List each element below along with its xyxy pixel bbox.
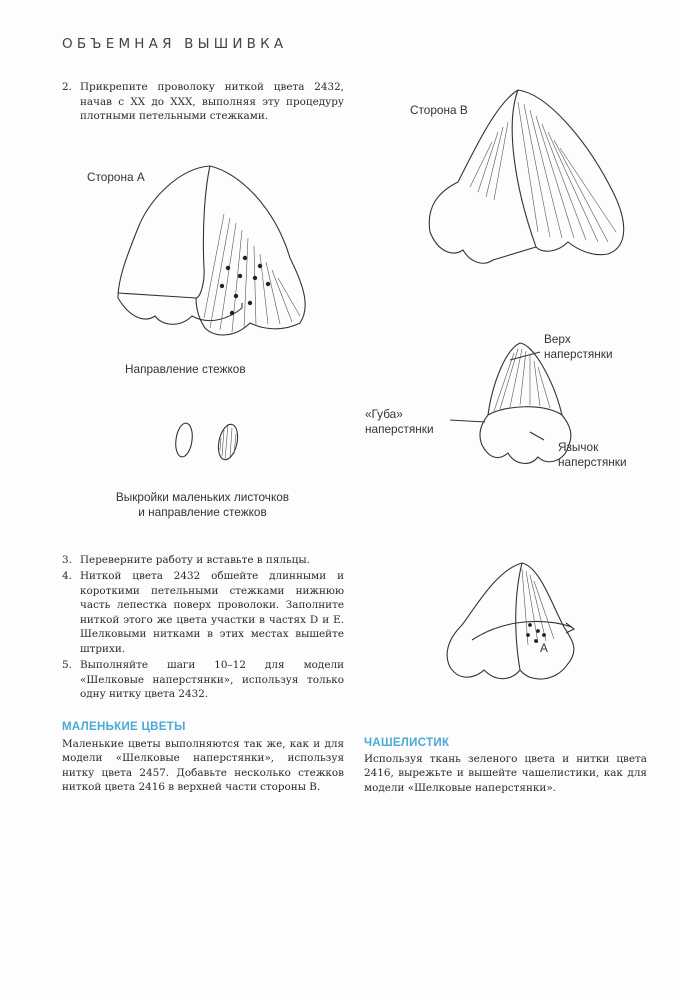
leaves-label-line2: и направление стежков [138, 505, 267, 519]
step-text: Ниткой цвета 2432 обшейте длинными и короткими петельными стежками нижнюю часть лепестка поверх проволоки. Заполните ниткой этого же цвета участки в частях D и E. Шелковыми нитками в этих местах вышейте штрихи. [80, 570, 344, 655]
letter-a-label: A [540, 641, 548, 655]
step-number: 3. [62, 554, 72, 566]
small-flowers-text: Маленькие цветы выполняются так же, как и для модели «Шелковые наперстянки», используя нитку цвета 2457. Добавьте несколько стежков ниткой цвета 2416 в верхней части стороны В. [62, 738, 344, 793]
step-number: 5. [62, 659, 72, 671]
thimble-lip-line2: наперстянки [365, 422, 434, 436]
stitch-direction-label: Направление стежков [125, 362, 246, 376]
step-text: Прикрепите проволоку ниткой цвета 2432, начав с XX до XXX, выполняя эту процедуру плотными петельными стежками. [80, 81, 344, 122]
step-number: 2. [62, 81, 72, 93]
step-number: 4. [62, 570, 72, 582]
step-2 [62, 80, 344, 124]
sepal-text: Используя ткань зеленого цвета и нитки цвета 2416, вырежьте и вышейте чашелистики, как для модели «Шелковые наперстянки». [364, 753, 647, 794]
step-text: Переверните работу и вставьте в пяльцы. [80, 554, 310, 566]
step-3 [62, 553, 344, 568]
thimble-lip-label [365, 407, 434, 437]
petal-side-a-illustration [110, 158, 330, 348]
thimble-tongue-label [558, 440, 627, 470]
leaves-label [90, 490, 315, 520]
thimble-top-line1: Верх [544, 332, 571, 346]
step-text: Выполняйте шаги 10–12 для модели «Шелковые наперстянки», используя только одну нитку цвета 2432. [80, 659, 344, 700]
running-header: ОБЪЕМНАЯ ВЫШИВКА [62, 36, 288, 52]
leaves-label-line1: Выкройки маленьких листочков [115, 490, 290, 504]
thimble-tongue-line2: наперстянки [558, 455, 627, 469]
petal-side-a-small-illustration [442, 555, 592, 695]
small-leaves-illustration [170, 418, 250, 468]
thimble-leader-lines [450, 340, 560, 450]
side-a-label: Сторона А [87, 170, 145, 184]
step-5 [62, 658, 344, 702]
sepal-heading: ЧАШЕЛИСТИК [364, 737, 450, 749]
step-4 [62, 569, 344, 656]
petal-side-b-illustration [418, 82, 638, 272]
thimble-top-line2: наперстянки [544, 347, 613, 361]
stitch-hatching [204, 214, 300, 332]
side-b-label: Сторона В [410, 103, 468, 117]
thimble-lip-line1: «Губа» [365, 407, 403, 421]
small-flowers-heading: МАЛЕНЬКИЕ ЦВЕТЫ [62, 721, 186, 733]
thimble-tongue-line1: Язычок [558, 440, 599, 454]
